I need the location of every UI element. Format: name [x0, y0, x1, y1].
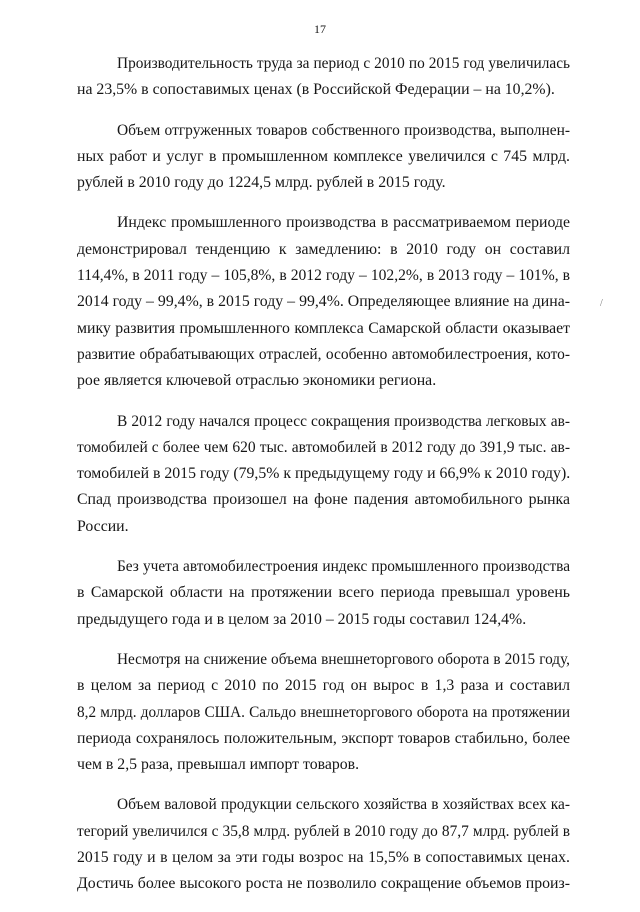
paragraph-line: рублей в 2010 году до 1224,5 млрд. рублей в 2015 году. [77, 174, 446, 192]
paragraph-6 [77, 647, 570, 778]
paragraph-line: периода сохранялось положительным, экспорт товаров стабильно, более [77, 729, 570, 747]
paragraph-line: Индекс промышленного производства в рассматриваемом периоде [117, 214, 570, 232]
paragraph-line: мику развития промышленного комплекса Самарской области оказывает [77, 319, 570, 337]
paragraph-line: чем в 2,5 раза, превышал импорт товаров. [77, 756, 360, 774]
document-body [77, 51, 570, 912]
paragraph-line: демонстрировал тенденцию к замедлению: в 2010 году он составил [77, 240, 570, 258]
paragraph-3 [77, 210, 570, 394]
paragraph-line: 2014 году – 99,4%, в 2015 году – 99,4%. Определяющее влияние на дина- [77, 293, 570, 311]
margin-mark: / [600, 298, 603, 309]
paragraph-line: России. [77, 517, 129, 535]
paragraph-line: предыдущего года и в целом за 2010 – 2015 годы составил 124,4%. [77, 610, 527, 628]
paragraph-line: томобилей в 2015 году (79,5% к предыдущему году и 66,9% к 2010 году). [77, 465, 571, 483]
paragraph-line: Объем валовой продукции сельского хозяйства в хозяйствах всех ка- [117, 796, 570, 814]
paragraph-line: Производительность труда за период с 2010 по 2015 год увеличилась [117, 55, 570, 72]
paragraph-line: Без учета автомобилестроения индекс промышленного производства [117, 558, 570, 576]
paragraph-7 [77, 792, 570, 897]
paragraph-line: ных работ и услуг в промышленном комплексе увеличился с 745 млрд. [77, 147, 570, 165]
paragraph-line: развитие обрабатывающих отраслей, особенно автомобилестроения, кото- [77, 345, 570, 363]
paragraph-line: в Самарской области на протяжении всего периода превышал уровень [77, 584, 570, 602]
paragraph-line: на 23,5% в сопоставимых ценах (в Российской Федерации – на 10,2%). [77, 81, 555, 99]
paragraph-line: Спад производства произошел на фоне падения автомобильного рынка [77, 491, 570, 509]
paragraph-line: в целом за период с 2010 по 2015 год он вырос в 1,3 раза и составил [77, 677, 570, 695]
paragraph-line: Объем отгруженных товаров собственного производства, выполнен- [117, 121, 570, 139]
paragraph-line: рое является ключевой отраслью экономики региона. [77, 372, 437, 390]
paragraph-line: 114,4%, в 2011 году – 105,8%, в 2012 году – 102,2%, в 2013 году – 101%, в [77, 267, 570, 285]
paragraph-line: тегорий увеличился с 35,8 млрд. рублей в 2010 году до 87,7 млрд. рублей в [77, 822, 570, 840]
paragraph-line: 8,2 млрд. долларов США. Сальдо внешнеторгового оборота на протяжении [77, 703, 570, 721]
paragraph-line: Достичь более высокого роста не позволило сокращение объемов произ- [77, 875, 570, 893]
page-number: 17 [314, 22, 326, 36]
paragraph-1 [77, 51, 570, 104]
paragraph-2 [77, 118, 570, 197]
paragraph-line: В 2012 году начался процесс сокращения производства легковых ав- [117, 412, 570, 430]
paragraph-line: Несмотря на снижение объема внешнеторгового оборота в 2015 году, [117, 650, 570, 668]
paragraph-4 [77, 409, 570, 540]
paragraph-line: 2015 году и в целом за эти годы возрос на 15,5% в сопоставимых ценах. [77, 849, 570, 867]
paragraph-5 [77, 554, 570, 633]
paragraph-line: томобилей с более чем 620 тыс. автомобилей в 2012 году до 391,9 тыс. ав- [77, 438, 570, 456]
